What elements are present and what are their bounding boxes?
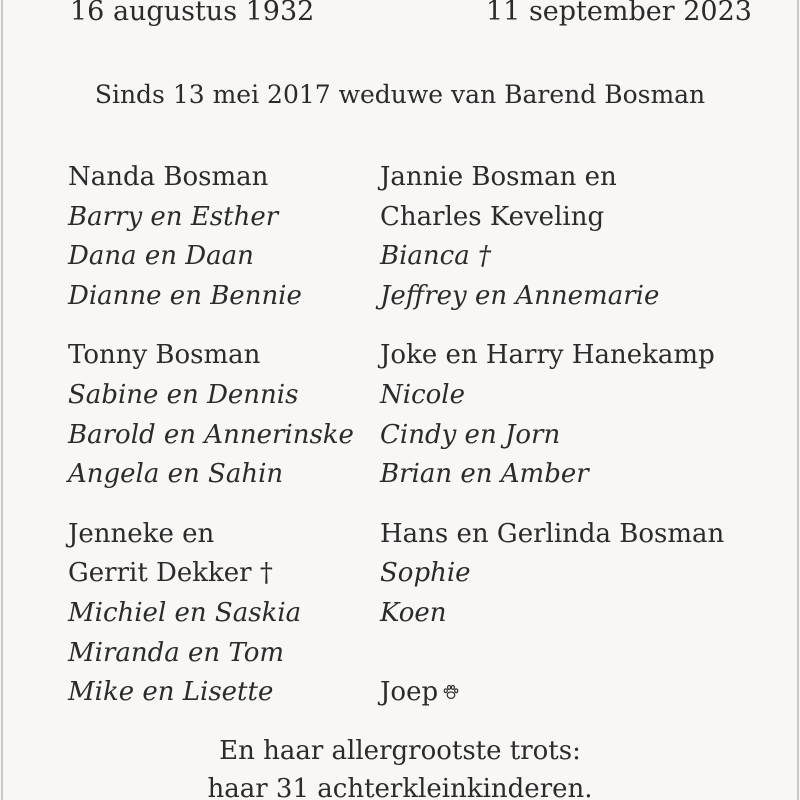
family-column-left (68, 158, 354, 713)
family-block (380, 336, 724, 494)
closing-text (0, 732, 800, 800)
family-member: Brian en Amber (380, 459, 589, 490)
family-head: Joke en Harry Hanekamp (380, 340, 715, 371)
family-member: Cindy en Jorn (380, 419, 561, 450)
family-head: Charles Keveling (380, 201, 605, 232)
family-member: Barold en Annerinske (68, 419, 354, 450)
family-member: Michiel en Saskia (68, 597, 302, 628)
family-member: Sophie (380, 558, 471, 589)
family-head: Jannie Bosman en (380, 162, 617, 192)
spacer-line (380, 634, 724, 674)
family-member: Barry en Esther (68, 201, 279, 232)
family-block (68, 158, 354, 316)
family-member: Dana en Daan (68, 241, 254, 272)
family-block (68, 336, 354, 494)
family-head: Nanda Bosman (68, 162, 269, 192)
widow-line: Sinds 13 mei 2017 weduwe van Barend Bosman (94, 80, 706, 109)
family-block (380, 158, 724, 316)
family-member: Miranda en Tom (68, 637, 285, 668)
family-member: Dianne en Bennie (68, 280, 302, 311)
family-head: Jenneke en (68, 518, 215, 549)
family-member: Jeffrey en Annemarie (380, 280, 660, 311)
pet-name: Joep (380, 677, 439, 708)
family-member: Koen (380, 597, 447, 628)
family-member: Sabine en Dennis (68, 379, 299, 410)
family-member: Nicole (380, 379, 465, 410)
life-dates (0, 0, 800, 36)
family-head: Gerrit Dekker † (68, 558, 273, 589)
family-head: Hans en Gerlinda Bosman (380, 518, 725, 549)
family-member: Bianca † (380, 241, 491, 272)
family-member: Mike en Lisette (68, 677, 274, 708)
pet-line (380, 673, 724, 713)
closing-line-2: haar 31 achterkleinkinderen. (207, 774, 593, 800)
family-member: Angela en Sahin (68, 459, 284, 490)
card-border-right (797, 0, 799, 800)
family-head: Tonny Bosman (68, 340, 261, 371)
paw-print-icon (442, 683, 460, 701)
family-block (380, 515, 724, 713)
birth-date: 16 augustus 1932 (70, 0, 315, 27)
family-block (68, 515, 354, 713)
family-column-right (380, 158, 724, 713)
card-border-left (1, 0, 3, 800)
closing-line-1: En haar allergrootste trots: (219, 736, 581, 766)
death-date: 11 september 2023 (486, 0, 752, 27)
